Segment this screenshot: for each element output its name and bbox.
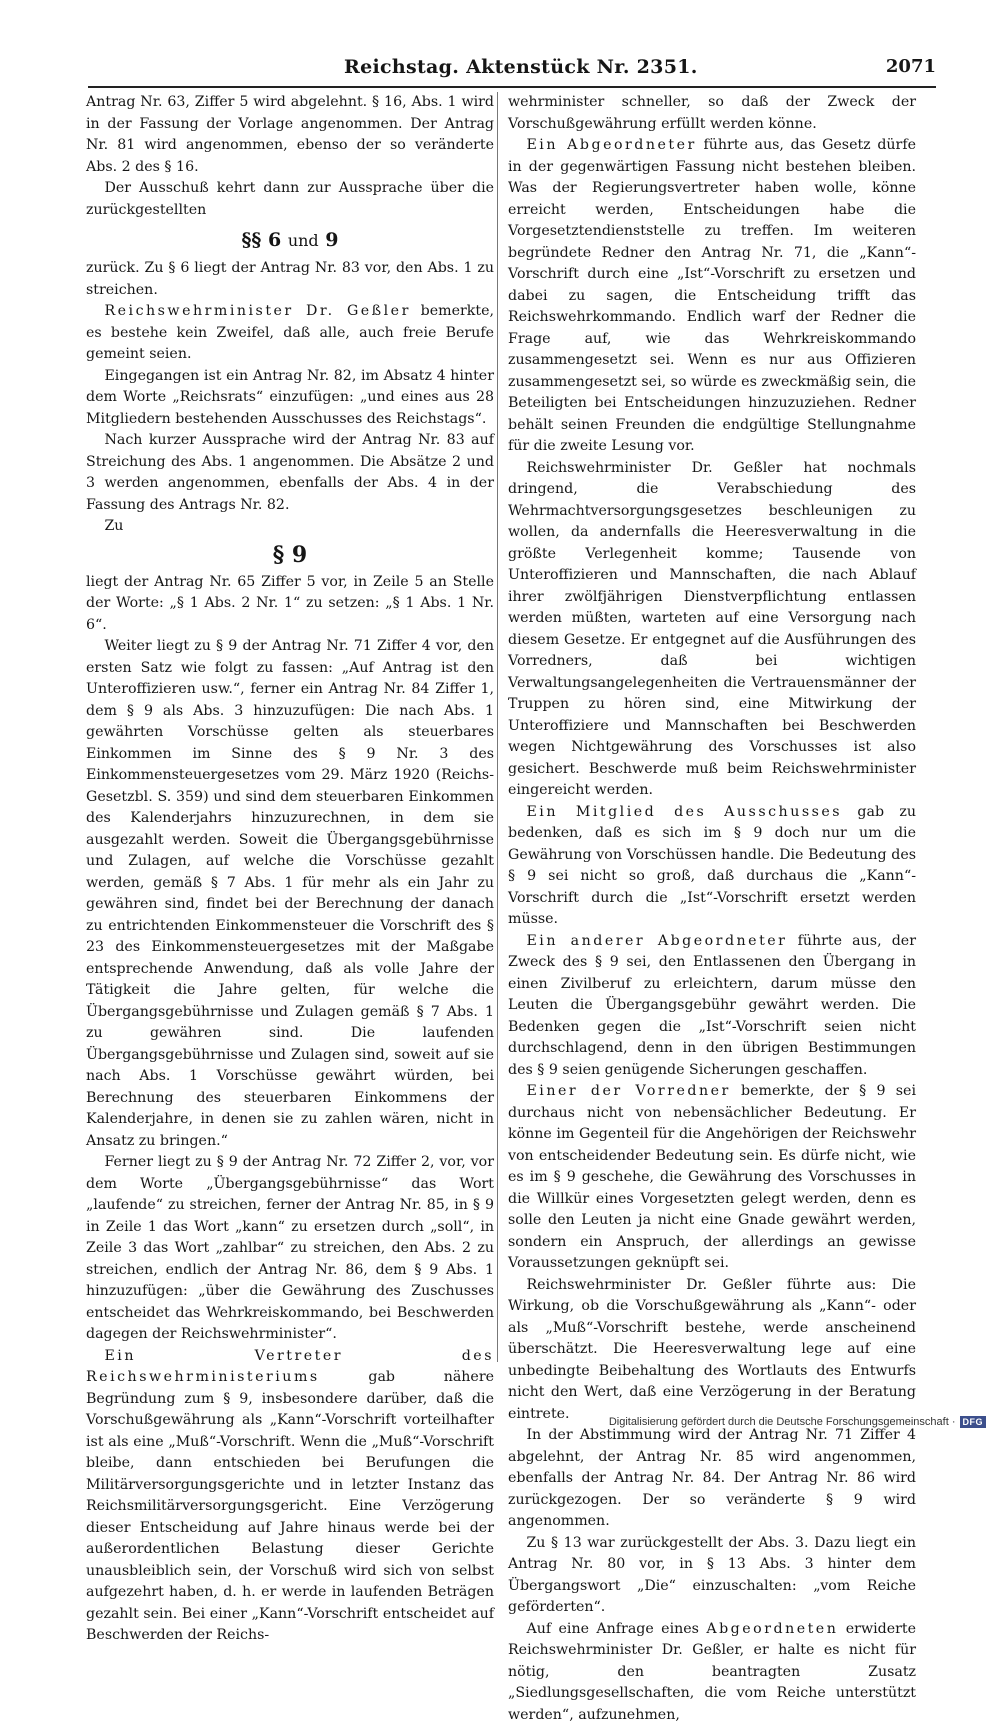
paragraph: Zu <box>86 516 494 538</box>
right-column <box>508 92 916 1362</box>
paragraph: Ein Mitglied des Ausschusses gab zu bedenken, daß es sich im § 9 doch nur um die Gewährung von Vorschüssen handle. Die Bedeutung des § 9 sei nicht so groß, daß durchaus die „Kann“-Vorschrift durch die „Ist“-Vorschrift ersetzt werden müsse. <box>508 802 916 931</box>
speaker-name: Einer der Vorredner <box>526 1083 730 1099</box>
paragraph: Ein Abgeordneter führte aus, das Gesetz dürfe in der gegenwärtigen Fassung nicht bestehen bleiben. Was der Regierungsvertreter haben wolle, könne erreicht werden, Entscheidungen habe die Vorgesetztendienststelle zu treffen. Im weiteren begründete Redner den Antrag Nr. 71, die „Kann“-Vorschrift durch eine „Ist“-Vorschrift zu ersetzen und dabei zu sagen, die Entscheidung trifft das Reichswehrkommando. Endlich warf der Redner die Frage auf, wie das Wehrkreiskommando zusammengesetzt sei. Wenn es nur aus Offizieren zusammengesetzt sei, so würde es zweckmäßig sein, die Beteiligten bei Entscheidungen hinzuzuziehen. Redner behält seinen Freunden die endgültige Stellungnahme für die zweite Lesung vor. <box>508 135 916 458</box>
paragraph: wehrminister schneller, so daß der Zweck der Vorschußgewährung erfüllt werden könne. <box>508 92 916 135</box>
section-heading: § 9 <box>86 540 494 570</box>
paragraph: Zu § 13 war zurückgestellt der Abs. 3. Dazu liegt ein Antrag Nr. 80 vor, in § 13 Abs. 3 hinter dem Übergangswort „Die“ einzuschalten: „vom Reiche geförderten“. <box>508 1533 916 1619</box>
dfg-logo: DFG <box>960 1416 987 1428</box>
paragraph: Ferner liegt zu § 9 der Antrag Nr. 72 Ziffer 2, vor, vor dem Worte „Übergangsgebührnisse“ das Wort „laufende“ zu streichen, ferner der Antrag Nr. 85, in § 9 in Zeile 1 das Wort „kann“ zu ersetzen durch „soll“, in Zeile 3 das Wort „zahlbar“ zu streichen, den Abs. 2 zu streichen, endlich der Antrag Nr. 86, dem § 9 Abs. 1 hinzuzufügen: „über die Gewährung des Zuschusses entscheidet das Wehrkreiskommando, bei Beschwerden dagegen der Reichswehrminister“. <box>86 1152 494 1346</box>
section-heading: §§ 6 und 9 <box>86 227 494 254</box>
footer-credit: Digitalisierung gefördert durch die Deutsche Forschungsgemeinschaft · <box>609 1416 956 1428</box>
paragraph: liegt der Antrag Nr. 65 Ziffer 5 vor, in Zeile 5 an Stelle der Worte: „§ 1 Abs. 2 Nr. 1“ zu setzen: „§ 1 Abs. 1 Nr. 6“. <box>86 572 494 637</box>
paragraph: Nach kurzer Aussprache wird der Antrag Nr. 83 auf Streichung des Abs. 1 angenommen. Die Absätze 2 und 3 werden angenommen, ebenfalls der Abs. 4 in der Fassung des Antrags Nr. 82. <box>86 430 494 516</box>
header-rule <box>88 86 936 88</box>
speaker-name: Ein Mitglied des Ausschusses <box>526 804 842 820</box>
speaker-name: Reichswehrminister Dr. Geßler <box>526 460 782 476</box>
paragraph: Ein Vertreter des Reichswehrministeriums gab nähere Begründung zum § 9, insbesondere darüber, daß die Vorschußgewährung als „Kann“-Vorschrift vorteilhafter ist als eine „Muß“-Vorschrift. Wenn die „Muß“-Vorschrift bleibe, dann entschieden bei Berufungen die Militärversorgungsgerichte und in letzter Instanz das Reichsmilitärversorgungsgericht. Eine Verzögerung dieser Entscheidung auf Jahre hinaus werde bei der außerordentlichen Belastung dieser Gerichte unausbleiblich sein, der Vorschuß wird sich von selbst aufgezehrt haben, d. h. er werde in laufenden Beträgen gezahlt sein. Bei einer „Kann“-Vorschrift entscheidet auf Beschwerden der Reichs- <box>86 1346 494 1647</box>
paragraph: Reichswehrminister Dr. Geßler führte aus: Die Wirkung, ob die Vorschußgewährung als „Kann“- oder als „Muß“-Vorschrift bestehe, werde anscheinend überschätzt. Die Heeresverwaltung lege auf eine unbedingte Beibehaltung des Wortlauts des Entwurfs nicht den Wert, daß eine Verzögerung in der Beratung eintrete. <box>508 1275 916 1426</box>
paragraph: Reichswehrminister Dr. Geßler hat nochmals dringend, die Verabschiedung des Wehrmachtversorgungsgesetzes beschleunigen zu wollen, da andernfalls die Heeresverwaltung in die größte Verlegenheit komme; Tausende von Unteroffizieren und Mannschaften, die nach Ablauf ihrer zwölfjährigen Dienstverpflichtung entlassen werden müßten, warteten auf eine Versorgung nach diesem Gesetze. Er entgegnet auf die Ausführungen des Vorredners, daß bei wichtigen Verwaltungsangelegenheiten die Vertrauensmänner der Truppen zu hören sind, eine Mitwirkung der Unteroffiziere und Mannschaften bei Beschwerden wegen Nichtgewährung des Vorschusses ist also gesichert. Beschwerde muß beim Reichswehrminister eingereicht werden. <box>508 458 916 802</box>
digitization-footer <box>609 1416 986 1428</box>
left-column <box>86 92 494 1362</box>
running-title: Reichstag. Aktenstück Nr. 2351. <box>344 56 698 78</box>
paragraph: In der Abstimmung wird der Antrag Nr. 71 Ziffer 4 abgelehnt, der Antrag Nr. 85 wird angenommen, ebenfalls der Antrag Nr. 84. Der Antrag Nr. 86 wird zurückgezogen. Der so veränderte § 9 wird angenommen. <box>508 1425 916 1533</box>
speaker-name: Ein Vertreter des Reichswehrministeriums <box>86 1348 494 1386</box>
speaker-name: Reichswehrminister Dr. Geßler <box>526 1277 771 1293</box>
speaker-name: Reichswehrminister Dr. Geßler <box>104 303 410 319</box>
paragraph: Einer der Vorredner bemerkte, der § 9 sei durchaus nicht von nebensächlicher Bedeutung. Er könne im Gegenteil für die Angehörigen der Reichswehr von entscheidender Bedeutung sein. Es dürfe nicht, wie es im § 9 geschehe, die Gewährung des Vorschusses in die Willkür eines Vorgesetzten gelegt werden, denn es solle den Leuten ja nicht eine Gnade gewährt werden, sondern ein Anspruch, der allerdings an gewisse Voraussetzungen geknüpft sei. <box>508 1081 916 1275</box>
speaker-name: Ein Abgeordneter <box>526 137 696 153</box>
paragraph: zurück. Zu § 6 liegt der Antrag Nr. 83 vor, den Abs. 1 zu streichen. <box>86 258 494 301</box>
speaker-name: Abgeordneten <box>706 1621 838 1637</box>
paragraph: Reichswehrminister Dr. Geßler bemerkte, es bestehe kein Zweifel, daß alle, auch freie Berufe gemeint seien. <box>86 301 494 366</box>
paragraph: Eingegangen ist ein Antrag Nr. 82, im Absatz 4 hinter dem Worte „Reichsrats“ einzufügen: „und eines aus 28 Mitgliedern bestehenden Ausschusses des Reichstags“. <box>86 366 494 431</box>
paragraph: Auf eine Anfrage eines Abgeordneten erwiderte Reichswehrminister Dr. Geßler, er halte es nicht für nötig, den beantragten Zusatz „Siedlungsgesellschaften, die vom Reiche unterstützt werden“, aufzunehmen, <box>508 1619 916 1726</box>
column-separator <box>497 92 498 1362</box>
page-number: 2071 <box>886 56 936 77</box>
page-header <box>88 56 936 84</box>
paragraph: Antrag Nr. 63, Ziffer 5 wird abgelehnt. § 16, Abs. 1 wird in der Fassung der Vorlage angenommen. Der Antrag Nr. 81 wird angenommen, ebenso der so veränderte Abs. 2 des § 16. <box>86 92 494 178</box>
paragraph: Der Ausschuß kehrt dann zur Aussprache über die zurückgestellten <box>86 178 494 221</box>
paragraph: Weiter liegt zu § 9 der Antrag Nr. 71 Ziffer 4 vor, den ersten Satz wie folgt zu fassen: „Auf Antrag ist den Unteroffizieren usw.“, ferner ein Antrag Nr. 84 Ziffer 1, dem § 9 als Abs. 3 hinzuzufügen: Die nach Abs. 1 gewährten Vorschüsse gelten als steuerbares Einkommen im Sinne des § 9 Nr. 3 des Einkommensteuergesetzes vom 29. März 1920 (Reichs-Gesetzbl. S. 359) und sind dem steuerbaren Einkommen des Kalenderjahrs hinzuzurechnen, in dem sie ausgezahlt werden. Soweit die Übergangsgebührnisse und Zulagen, auf welche die Vorschüsse gezahlt werden, gemäß § 7 Abs. 1 für mehr als ein Jahr zu gewähren sind, findet bei der Berechnung der danach zu entrichtenden Einkommensteuer die Vorschrift des § 23 des Einkommensteuergesetzes mit der Maßgabe entsprechende Anwendung, daß als volle Jahre der Tätigkeit die Jahre gelten, für welche die Übergangsgebührnisse und Zulagen gemäß § 7 Abs. 1 zu gewähren sind. Die laufenden Übergangsgebührnisse und Zulagen sind, soweit auf sie nach Abs. 1 Vorschüsse gewährt würden, bei Berechnung des steuerbaren Einkommens der Kalenderjahre, in denen sie zu zahlen wären, nicht in Ansatz zu bringen.“ <box>86 636 494 1152</box>
paragraph: Ein anderer Abgeordneter führte aus, der Zweck des § 9 sei, den Entlassenen den Übergang in einen Zivilberuf zu erleichtern, darum müsse den Leuten die Übergangsgebühr gewährt werden. Die Bedenken gegen die „Ist“-Vorschrift seien nicht durchschlagend, denn in den übrigen Bestimmungen des § 9 seien genügende Sicherungen geschaffen. <box>508 931 916 1082</box>
speaker-name: Ein anderer Abgeordneter <box>526 933 787 949</box>
